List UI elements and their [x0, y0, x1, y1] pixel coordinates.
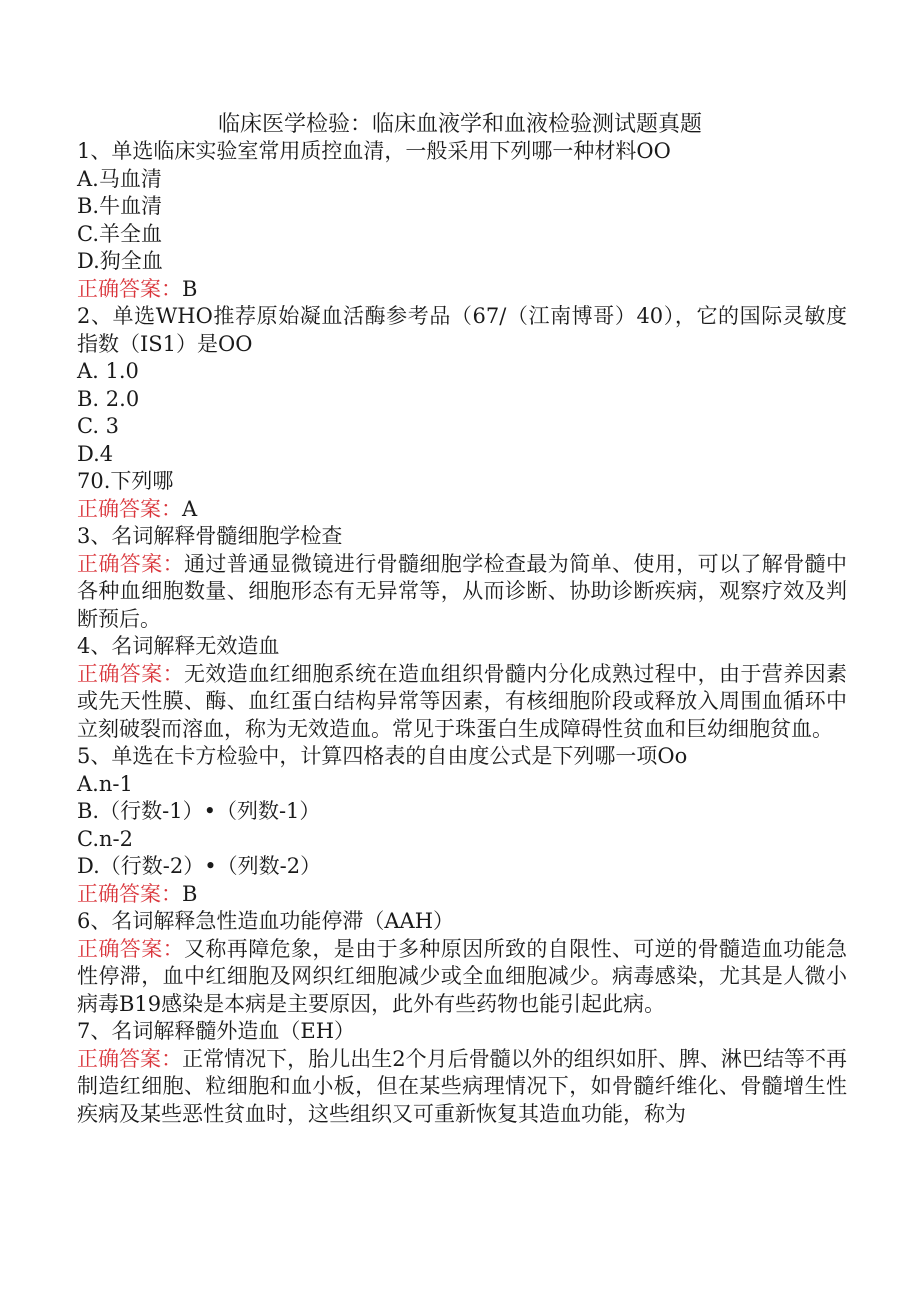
question-2-option-b: B. 2.0 [77, 386, 140, 411]
question-2-answer [77, 496, 847, 524]
question-1-answer [77, 276, 847, 304]
answer-label: 正确答案： [77, 551, 184, 576]
question-1-stem: 1、单选临床实验室常用质控血清，一般采用下列哪一种材料OO [77, 139, 671, 163]
answer-label: 正确答案： [77, 661, 184, 686]
document-title: 临床医学检验：临床血液学和血液检验测试题真题 [217, 112, 702, 137]
answer-label: 正确答案： [77, 1046, 183, 1071]
question-5-option-a: A.n-1 [77, 771, 133, 796]
answer-label: 正确答案： [77, 496, 182, 521]
question-1-option-c: C.羊全血 [77, 221, 162, 246]
answer-text: 无效造血红细胞系统在造血组织骨髓内分化成熟过程中，由于营养因素或先天性膜、酶、血红蛋白结构异常等因素，有核细胞阶段或释放入周围血循环中立刻破裂而溶血，称为无效造血。常见于珠蛋白生成障碍性贫血和巨幼细胞贫血。 [77, 661, 847, 741]
answer-label: 正确答案： [77, 276, 182, 301]
question-4-answer [77, 661, 847, 744]
question-list [77, 138, 847, 1128]
question-1-option-a: A.马血清 [77, 166, 162, 191]
answer-text: B [182, 276, 198, 301]
question-7-stem: 7、名词解释髓外造血（EH） [77, 1019, 356, 1043]
answer-label: 正确答案： [77, 881, 182, 906]
question-2-option-a: A. 1.0 [77, 359, 139, 383]
answer-label: 正确答案： [77, 936, 184, 961]
question-5-option-d: D.（行数-2）•（列数-2） [77, 854, 322, 878]
question-1-option-b: B.牛血清 [77, 194, 163, 218]
question-6-stem: 6、名词解释急性造血功能停滞（AAH） [77, 909, 455, 933]
answer-text: 正常情况下，胎儿出生2个月后骨髓以外的组织如肝、脾、淋巴结等不再制造红细胞、粒细胞和血小板，但在某些病理情况下，如骨髓纤维化、骨髓增生性疾病及某些恶性贫血时，这些组织又可重新恢复其造血功能，称为 [77, 1046, 848, 1126]
question-5-option-b: B.（行数-1）•（列数-1） [77, 799, 321, 823]
answer-text: A [182, 496, 198, 521]
question-2-stray-text: 70.下列哪 [77, 469, 174, 493]
question-3-answer [77, 551, 847, 634]
question-2-option-d: D.4 [77, 441, 114, 466]
answer-text: 通过普通显微镜进行骨髓细胞学检查最为简单、使用，可以了解骨髓中各种血细胞数量、细胞形态有无异常等，从而诊断、协助诊断疾病，观察疗效及判断预后。 [77, 551, 847, 631]
question-2-option-c: C. 3 [77, 414, 120, 438]
question-5-stem: 5、单选在卡方检验中，计算四格表的自由度公式是下列哪一项Oo [77, 744, 688, 768]
question-2-stem: 2、单选WHO推荐原始凝血活酶参考品（67/（江南博哥）40），它的国际灵敏度指数（IS1）是OO [77, 304, 847, 356]
question-4-stem: 4、名词解释无效造血 [77, 634, 280, 658]
question-3-stem: 3、名词解释骨髓细胞学检查 [77, 524, 343, 548]
answer-text: B [182, 881, 198, 906]
question-7-answer [77, 1046, 847, 1129]
question-5-answer [77, 881, 847, 909]
answer-text: 又称再障危象，是由于多种原因所致的自限性、可逆的骨髓造血功能急性停滞，血中红细胞及网织红细胞减少或全血细胞减少。病毒感染，尤其是人微小病毒B19感染是本病是主要原因，此外有些药物也能引起此病。 [77, 936, 847, 1016]
question-5-option-c: C.n-2 [77, 826, 133, 851]
question-1-option-d: D.狗全血 [77, 249, 163, 273]
question-6-answer [77, 936, 847, 1019]
